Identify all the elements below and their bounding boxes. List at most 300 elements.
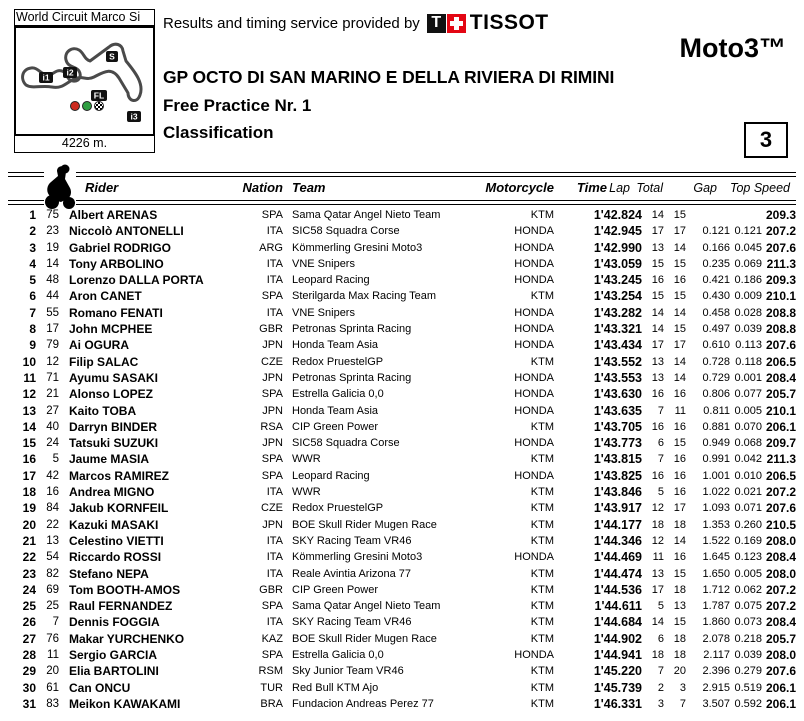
gap-to-prev-cell: 0.062: [734, 583, 762, 596]
top-speed-cell: 207.6: [765, 240, 796, 255]
map-label-i3: i3: [130, 111, 138, 122]
top-speed-cell: 206.1: [765, 680, 796, 695]
motorcycle-cell: HONDA: [514, 469, 554, 482]
top-speed-cell: 208.4: [765, 370, 796, 385]
position-cell: 19: [22, 501, 36, 516]
nation-cell: ITA: [266, 257, 283, 270]
motorcycle-cell: KTM: [530, 518, 554, 531]
team-cell: Sky Junior Team VR46: [292, 665, 404, 678]
table-row: [0, 256, 804, 272]
table-row: [0, 451, 804, 467]
lap-cell: 6: [657, 437, 664, 450]
rider-name-cell: Dennis FOGGIA: [69, 615, 160, 630]
team-cell: Honda Team Asia: [292, 404, 379, 417]
col-header-rider: Rider: [85, 180, 119, 195]
lap-time-cell: 1'44.611: [594, 599, 642, 614]
rider-number-cell: 12: [46, 355, 59, 368]
table-row: [0, 435, 804, 451]
lap-cell: 7: [657, 404, 664, 417]
rider-name-cell: Andrea MIGNO: [69, 485, 155, 500]
total-laps-cell: 11: [674, 404, 686, 417]
motorcycle-cell: KTM: [530, 502, 554, 515]
lap-time-cell: 1'42.945: [593, 224, 642, 239]
lap-time-cell: 1'43.815: [593, 452, 642, 467]
gap-to-first-cell: 1.712: [702, 583, 730, 596]
total-laps-cell: 17: [673, 502, 686, 515]
lap-cell: 5: [657, 486, 664, 499]
top-speed-cell: 209.3: [765, 208, 796, 222]
nation-cell: ITA: [266, 225, 283, 238]
col-header-time: Time: [576, 180, 607, 195]
table-row: [0, 223, 804, 239]
rider-number-cell: 42: [46, 469, 59, 482]
rider-name-cell: Sergio GARCIA: [69, 648, 158, 663]
gap-to-prev-cell: 0.039: [734, 649, 762, 662]
lap-time-cell: 1'45.220: [593, 664, 642, 679]
gap-to-first-cell: 0.430: [702, 290, 730, 303]
rider-number-cell: 54: [46, 551, 59, 564]
rider-number-cell: 22: [46, 518, 59, 531]
rider-name-cell: Raul FERNANDEZ: [69, 599, 173, 614]
top-speed-cell: 208.0: [765, 566, 796, 581]
rider-number-cell: 16: [46, 486, 59, 499]
team-cell: Kömmerling Gresini Moto3: [292, 551, 423, 564]
gap-to-first-cell: 0.421: [702, 274, 730, 287]
lap-cell: 7: [657, 453, 664, 466]
rider-name-cell: Aron CANET: [69, 289, 142, 304]
nation-cell: SPA: [261, 469, 283, 482]
swiss-cross-icon: [447, 14, 466, 33]
rider-number-cell: 55: [46, 306, 59, 319]
total-laps-cell: 18: [673, 518, 686, 531]
gap-to-prev-cell: 0.118: [735, 355, 762, 368]
table-row: [0, 696, 804, 712]
gap-to-prev-cell: 0.045: [734, 241, 762, 254]
motorcycle-cell: KTM: [530, 420, 554, 433]
gap-to-first-cell: 1.001: [702, 469, 730, 482]
circuit-panel: [14, 9, 155, 153]
rider-name-cell: Celestino VIETTI: [69, 533, 164, 548]
total-laps-cell: 16: [673, 486, 686, 499]
table-row: [0, 240, 804, 256]
rider-number-cell: 44: [46, 290, 59, 303]
lap-time-cell: 1'44.474: [593, 566, 642, 581]
nation-cell: JPN: [262, 437, 283, 450]
session-title: Free Practice Nr. 1: [163, 96, 312, 115]
lap-time-cell: 1'43.245: [593, 273, 642, 288]
gap-to-first-cell: 2.915: [702, 681, 730, 694]
top-speed-cell: 210.5: [765, 517, 796, 532]
motorcycle-cell: KTM: [530, 583, 554, 596]
gap-to-first-cell: 2.117: [703, 649, 730, 662]
motorcycle-cell: KTM: [530, 681, 554, 694]
table-row: [0, 500, 804, 516]
team-cell: Estrella Galicia 0,0: [292, 649, 384, 662]
col-header-top-speed: Top Speed: [729, 181, 790, 195]
nation-cell: GBR: [259, 583, 283, 596]
lap-cell: 16: [651, 420, 664, 433]
position-cell: 13: [22, 403, 36, 418]
position-cell: 26: [22, 615, 36, 630]
motorcycle-cell: HONDA: [514, 649, 554, 662]
total-laps-cell: 14: [673, 241, 686, 254]
table-header-rule: [8, 200, 796, 205]
motorcycle-cell: HONDA: [514, 241, 554, 254]
table-row: [0, 614, 804, 630]
col-header-gap: Gap: [693, 181, 717, 195]
position-cell: 12: [22, 387, 36, 402]
top-speed-cell: 210.1: [765, 289, 796, 304]
rider-name-cell: Tatsuki SUZUKI: [69, 436, 159, 451]
gap-to-prev-cell: 0.028: [734, 306, 762, 319]
motorcycle-cell: KTM: [530, 453, 554, 466]
nation-cell: SPA: [261, 290, 283, 303]
position-cell: 23: [22, 566, 36, 581]
team-cell: Kömmerling Gresini Moto3: [292, 241, 423, 254]
gap-to-prev-cell: 0.005: [734, 404, 762, 417]
team-cell: Sama Qatar Angel Nieto Team: [292, 600, 441, 613]
rider-name-cell: Elia BARTOLINI: [69, 664, 159, 679]
lap-time-cell: 1'44.177: [593, 517, 642, 532]
position-cell: 25: [22, 599, 36, 614]
table-row: [0, 419, 804, 435]
top-speed-cell: 208.0: [765, 533, 796, 548]
team-cell: Leopard Racing: [292, 274, 370, 287]
top-speed-cell: 206.1: [765, 419, 796, 434]
rider-number-cell: 17: [46, 323, 59, 336]
rider-name-cell: John MCPHEE: [69, 322, 153, 337]
lap-cell: 17: [651, 339, 664, 352]
nation-cell: SPA: [261, 209, 283, 221]
motorcycle-cell: HONDA: [514, 323, 554, 336]
lap-cell: 16: [651, 388, 664, 401]
rider-name-cell: Kazuki MASAKI: [69, 517, 159, 532]
team-cell: CIP Green Power: [292, 583, 379, 596]
gap-to-prev-cell: 0.519: [734, 681, 762, 694]
total-laps-cell: 20: [673, 665, 686, 678]
table-row: [0, 566, 804, 582]
total-laps-cell: 17: [673, 225, 686, 238]
motorcycle-cell: KTM: [530, 632, 554, 645]
team-cell: Leopard Racing: [292, 469, 370, 482]
lap-time-cell: 1'43.552: [593, 354, 642, 369]
rider-name-cell: Alonso LOPEZ: [69, 387, 153, 402]
gap-to-prev-cell: 0.001: [734, 371, 762, 384]
motorcycle-icon: [43, 163, 77, 216]
team-cell: Sama Qatar Angel Nieto Team: [292, 209, 441, 221]
nation-cell: CZE: [261, 502, 283, 515]
motorcycle-cell: HONDA: [514, 404, 554, 417]
gap-to-prev-cell: 0.077: [734, 388, 762, 401]
total-laps-cell: 14: [673, 534, 686, 547]
total-laps-cell: 16: [673, 469, 686, 482]
table-row: [0, 517, 804, 533]
nation-cell: ITA: [266, 534, 283, 547]
rider-name-cell: Marcos RAMIREZ: [69, 468, 170, 483]
gap-to-first-cell: 0.729: [702, 371, 730, 384]
gap-to-first-cell: 0.991: [702, 453, 730, 466]
position-cell: 28: [22, 648, 36, 663]
col-header-motorcycle: Motorcycle: [485, 180, 554, 195]
position-cell: 2: [29, 224, 36, 239]
lap-cell: 17: [651, 583, 664, 596]
rider-name-cell: Jaume MASIA: [69, 452, 150, 467]
table-row: [0, 647, 804, 663]
lap-cell: 14: [651, 306, 664, 319]
top-speed-cell: 206.5: [765, 354, 796, 369]
rider-number-cell: 11: [47, 649, 59, 662]
lap-time-cell: 1'42.824: [593, 208, 642, 222]
total-laps-cell: 14: [673, 371, 686, 384]
rider-name-cell: Stefano NEPA: [69, 566, 149, 581]
lap-cell: 18: [651, 649, 664, 662]
team-cell: Reale Avintia Arizona 77: [292, 567, 412, 580]
nation-cell: JPN: [262, 371, 283, 384]
lap-time-cell: 1'46.331: [593, 696, 642, 711]
nation-cell: ARG: [259, 241, 283, 254]
team-cell: Sterilgarda Max Racing Team: [292, 290, 437, 303]
lap-cell: 14: [651, 323, 664, 336]
rider-number-cell: 69: [46, 583, 59, 596]
lap-cell: 13: [651, 371, 664, 384]
col-header-team: Team: [292, 180, 326, 195]
top-speed-cell: 209.3: [765, 273, 796, 288]
position-cell: 1: [29, 208, 36, 222]
lap-time-cell: 1'43.846: [593, 485, 642, 500]
nation-cell: ITA: [266, 551, 283, 564]
top-speed-cell: 205.7: [765, 631, 796, 646]
lap-cell: 12: [651, 534, 664, 547]
rider-number-cell: 84: [46, 502, 59, 515]
total-laps-cell: 15: [673, 567, 686, 580]
position-cell: 9: [29, 338, 36, 353]
team-cell: CIP Green Power: [292, 420, 379, 433]
table-row: [0, 549, 804, 565]
gap-to-first-cell: 0.881: [702, 420, 730, 433]
motorcycle-cell: KTM: [530, 209, 554, 221]
gap-to-prev-cell: 0.021: [734, 486, 762, 499]
total-laps-cell: 16: [673, 388, 686, 401]
motorcycle-cell: HONDA: [514, 339, 554, 352]
gap-to-prev-cell: 0.592: [734, 697, 762, 710]
rider-name-cell: Jakub KORNFEIL: [69, 501, 169, 516]
position-cell: 31: [22, 696, 36, 711]
lap-cell: 14: [651, 209, 664, 221]
gap-to-first-cell: 0.235: [702, 257, 730, 270]
gap-to-first-cell: 0.728: [702, 355, 730, 368]
lap-cell: 13: [651, 241, 664, 254]
lap-cell: 14: [651, 616, 664, 629]
map-label-i1: i1: [42, 72, 50, 83]
gap-to-first-cell: 1.093: [702, 502, 730, 515]
position-cell: 14: [22, 419, 36, 434]
total-laps-cell: 16: [673, 420, 686, 433]
checkered-flag-icon: [95, 102, 104, 111]
top-speed-cell: 208.0: [765, 648, 796, 663]
position-cell: 30: [22, 680, 36, 695]
team-cell: Petronas Sprinta Racing: [292, 323, 412, 336]
table-row: [0, 370, 804, 386]
gap-to-first-cell: 1.650: [702, 567, 730, 580]
lap-time-cell: 1'44.941: [593, 648, 642, 663]
gap-to-prev-cell: 0.113: [735, 339, 762, 352]
motorcycle-cell: HONDA: [514, 274, 554, 287]
gap-to-prev-cell: 0.123: [734, 551, 762, 564]
gap-to-first-cell: 1.860: [702, 616, 730, 629]
lap-cell: 13: [651, 567, 664, 580]
lap-cell: 7: [657, 665, 664, 678]
page-number: 3: [744, 122, 788, 158]
table-row: [0, 337, 804, 353]
rider-name-cell: Makar YURCHENKO: [69, 631, 185, 646]
rider-name-cell: Albert ARENAS: [69, 208, 158, 222]
table-row: [0, 207, 804, 223]
total-laps-cell: 3: [679, 681, 686, 694]
table-row: [0, 403, 804, 419]
rider-number-cell: 27: [46, 404, 59, 417]
position-cell: 8: [29, 322, 36, 337]
top-speed-cell: 209.7: [765, 436, 796, 451]
top-speed-cell: 208.4: [765, 615, 796, 630]
team-cell: Redox PruestelGP: [292, 502, 384, 515]
gap-to-first-cell: 1.022: [702, 486, 730, 499]
rider-number-cell: 71: [46, 371, 59, 384]
lap-time-cell: 1'43.434: [593, 338, 642, 353]
gap-to-prev-cell: 0.073: [734, 616, 762, 629]
team-cell: Fundacion Andreas Perez 77: [292, 697, 434, 710]
gap-to-prev-cell: 0.260: [734, 518, 762, 531]
top-speed-cell: 207.2: [765, 485, 796, 500]
table-row: [0, 598, 804, 614]
nation-cell: ITA: [266, 616, 283, 629]
total-laps-cell: 13: [673, 600, 686, 613]
rider-name-cell: Darryn BINDER: [69, 419, 158, 434]
team-cell: Red Bull KTM Ajo: [292, 681, 379, 694]
lap-time-cell: 1'44.902: [593, 631, 642, 646]
lap-cell: 13: [651, 355, 664, 368]
gap-to-prev-cell: 0.069: [734, 257, 762, 270]
team-cell: VNE Snipers: [292, 257, 355, 270]
top-speed-cell: 206.5: [765, 468, 796, 483]
total-laps-cell: 15: [673, 323, 686, 336]
team-cell: SIC58 Squadra Corse: [292, 225, 400, 238]
gap-to-first-cell: 0.806: [702, 388, 730, 401]
top-speed-cell: 208.4: [765, 550, 796, 565]
rider-name-cell: Can ONCU: [69, 680, 131, 695]
rider-number-cell: 23: [46, 225, 59, 238]
nation-cell: SPA: [261, 388, 283, 401]
lap-time-cell: 1'43.282: [593, 305, 642, 320]
table-row: [0, 321, 804, 337]
motorcycle-cell: KTM: [530, 665, 554, 678]
team-cell: VNE Snipers: [292, 306, 355, 319]
table-row: [0, 582, 804, 598]
team-cell: BOE Skull Rider Mugen Race: [292, 518, 437, 531]
lap-time-cell: 1'43.773: [593, 436, 642, 451]
lap-cell: 3: [657, 697, 664, 710]
total-laps-cell: 14: [673, 355, 686, 368]
team-cell: SIC58 Squadra Corse: [292, 437, 400, 450]
lap-time-cell: 1'43.553: [593, 370, 642, 385]
rider-number-cell: 24: [46, 437, 59, 450]
category-title: Moto3™: [679, 33, 786, 63]
rider-name-cell: Romano FENATI: [69, 305, 163, 320]
team-cell: Estrella Galicia 0,0: [292, 388, 384, 401]
nation-cell: ITA: [266, 486, 283, 499]
lap-time-cell: 1'43.825: [593, 468, 642, 483]
rider-name-cell: Riccardo ROSSI: [69, 550, 162, 565]
tissot-wordmark: TISSOT: [469, 11, 549, 34]
lap-cell: 2: [657, 681, 664, 694]
table-row: [0, 484, 804, 500]
gap-to-prev-cell: 0.009: [734, 290, 762, 303]
provider-line: [163, 11, 549, 35]
rider-number-cell: 48: [46, 274, 59, 287]
rider-name-cell: Niccolò ANTONELLI: [69, 224, 184, 239]
rider-number-cell: 14: [46, 257, 59, 270]
team-cell: WWR: [292, 453, 321, 466]
nation-cell: GBR: [259, 323, 283, 336]
nation-cell: SPA: [261, 649, 283, 662]
total-laps-cell: 16: [673, 453, 686, 466]
top-speed-cell: 210.1: [765, 403, 796, 418]
lap-time-cell: 1'43.059: [593, 256, 642, 271]
gap-to-prev-cell: 0.010: [734, 469, 762, 482]
rider-number-cell: 7: [52, 616, 59, 629]
motorcycle-cell: KTM: [530, 697, 554, 710]
lap-time-cell: 1'43.321: [593, 322, 642, 337]
rider-number-cell: 20: [46, 665, 59, 678]
total-laps-cell: 18: [673, 583, 686, 596]
motorcycle-cell: KTM: [530, 616, 554, 629]
table-row: [0, 680, 804, 696]
gap-to-prev-cell: 0.121: [734, 225, 762, 238]
nation-cell: SPA: [261, 453, 283, 466]
table-row: [0, 386, 804, 402]
gap-to-first-cell: 1.787: [702, 600, 730, 613]
top-speed-cell: 207.2: [765, 582, 796, 597]
top-speed-cell: 206.1: [765, 696, 796, 711]
lap-time-cell: 1'45.739: [593, 680, 642, 695]
rider-number-cell: 61: [46, 681, 59, 694]
rider-name-cell: Ai OGURA: [69, 338, 129, 353]
nation-cell: ITA: [266, 274, 283, 287]
top-speed-cell: 208.8: [765, 322, 796, 337]
lap-time-cell: 1'43.254: [593, 289, 642, 304]
table-row: [0, 533, 804, 549]
gap-to-first-cell: 2.078: [702, 632, 730, 645]
lap-cell: 5: [657, 600, 664, 613]
position-cell: 11: [23, 370, 36, 385]
red-light-icon: [71, 102, 80, 111]
team-cell: Petronas Sprinta Racing: [292, 371, 412, 384]
table-row: [0, 663, 804, 679]
event-title: GP OCTO DI SAN MARINO E DELLA RIVIERA DI RIMINI: [163, 67, 615, 87]
tissot-logo: [427, 11, 549, 35]
gap-to-prev-cell: 0.070: [734, 420, 762, 433]
nation-cell: JPN: [262, 404, 283, 417]
top-speed-cell: 207.6: [765, 338, 796, 353]
track-map-icon: [16, 28, 153, 134]
gap-to-first-cell: 0.458: [702, 306, 730, 319]
total-laps-cell: 18: [673, 649, 686, 662]
nation-cell: BRA: [260, 697, 283, 710]
table-row: [0, 288, 804, 304]
lap-time-cell: 1'43.917: [593, 501, 642, 516]
rider-number-cell: 19: [46, 241, 59, 254]
team-cell: SKY Racing Team VR46: [292, 616, 412, 629]
lap-time-cell: 1'43.630: [593, 387, 642, 402]
